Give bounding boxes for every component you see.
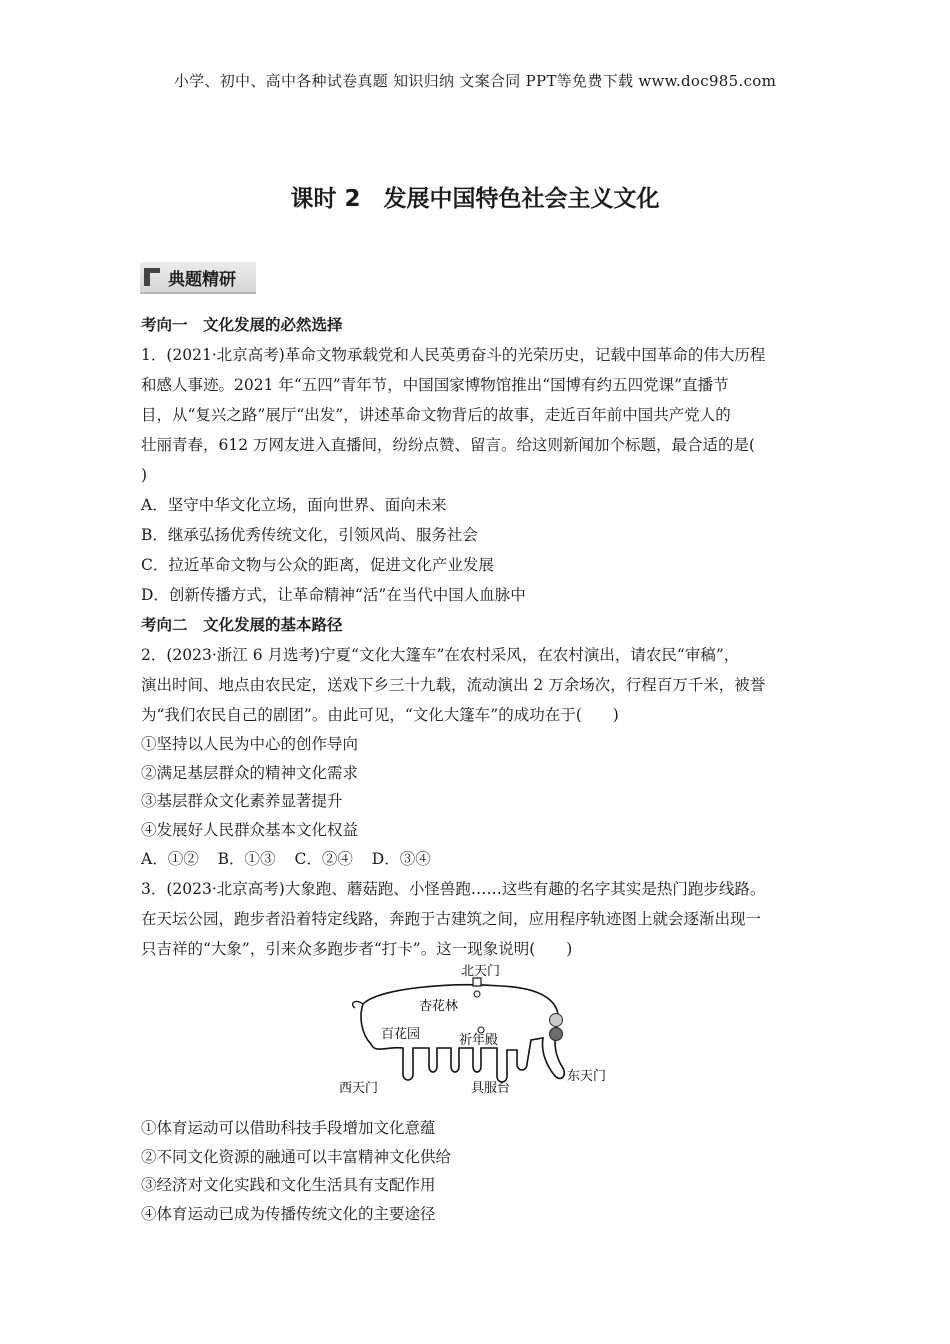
q2-statement-1: ①坚持以人民为中心的创作导向	[141, 735, 359, 753]
q2-statement-2: ②满足基层群众的精神文化需求	[141, 763, 359, 782]
q1-stem-line: 1．(2021·北京高考)革命文物承载党和人民英勇奋斗的光荣历史，记载中国革命的伟大历程	[141, 346, 766, 364]
q2-stem-line: 演出时间、地点由农民定，送戏下乡三十九载，流动演出 2 万余场次，行程百万千米，被誉	[141, 676, 766, 694]
q2-stem-line: 为“我们农民自己的剧团”。由此可见，“文化大篷车”的成功在于( )	[141, 706, 619, 724]
q3-statement-2: ②不同文化资源的融通可以丰富精神文化供给	[141, 1147, 452, 1166]
q2-statement-4: ④发展好人民群众基本文化权益	[141, 820, 359, 839]
q1-option-c: C．拉近革命文物与公众的距离，促进文化产业发展	[141, 556, 494, 574]
north-gate-marker	[473, 978, 481, 986]
section-corner-icon	[144, 267, 162, 287]
topic-heading-2: 考向二 文化发展的基本路径	[141, 616, 343, 634]
q2-choice-d: D．③④	[371, 850, 431, 868]
q2-stem-line: 2．(2023·浙江 6 月选考)宁夏“文化大篷车”在农村采风，在农村演出，请农民“审稿”，	[141, 646, 740, 664]
map-label-hundred-flowers: 百花园	[381, 1027, 421, 1042]
q2-choice-a: A．①②	[141, 850, 199, 868]
start-point-marker	[550, 1014, 563, 1027]
question-content	[141, 310, 821, 1228]
q1-option-a: A．坚守中华文化立场，面向世界、面向未来	[141, 496, 447, 514]
map-label-jufutai: 具服台	[471, 1081, 511, 1096]
q3-stem-line: 在天坛公园，跑步者沿着特定线路，奔跑于古建筑之间，应用程序轨迹图上就会逐渐出现一	[141, 910, 762, 928]
q3-statement-4: ④体育运动已成为传播传统文化的主要途径	[141, 1204, 436, 1223]
q1-option-d: D．创新传播方式，让革命精神“活”在当代中国人血脉中	[141, 586, 526, 604]
section-badge-label: 典题精研	[168, 269, 236, 290]
q2-statement-3: ③基层群众文化素养显著提升	[141, 792, 343, 810]
q1-option-b: B．继承弘扬优秀传统文化，引领风尚、服务社会	[141, 526, 478, 544]
q1-stem-line: )	[141, 466, 148, 484]
q3-statement-1: ①体育运动可以借助科技手段增加文化意蕴	[141, 1119, 436, 1137]
q1-stem-line: 目，从“复兴之路”展厅“出发”，讲述革命文物背后的故事，走近百年前中国共产党人的	[141, 406, 731, 424]
q1-stem-line: 和感人事迹。2021 年“五四”青年节，中国国家博物馆推出“国博有约五四党课”直播节	[141, 376, 729, 394]
elephant-route-map	[141, 964, 821, 1114]
q3-stem-line: 3．(2023·北京高考)大象跑、蘑菇跑、小怪兽跑……这些有趣的名字其实是热门跑步线路。	[141, 880, 766, 898]
topic-heading-1: 考向一 文化发展的必然选择	[141, 316, 343, 334]
section-badge	[140, 262, 256, 294]
page-title: 课时 2 发展中国特色社会主义文化	[290, 186, 660, 212]
q2-choice-b: B．①③	[217, 850, 276, 868]
q3-statement-3: ③经济对文化实践和文化生活具有支配作用	[141, 1176, 436, 1194]
map-label-apricot-grove: 杏花林	[419, 999, 459, 1014]
map-label-north-gate: 北天门	[461, 964, 501, 979]
q2-choices	[141, 844, 821, 874]
map-label-east-gate: 东天门	[567, 1069, 607, 1084]
elephant-route-svg	[331, 964, 621, 1109]
map-label-west-gate: 西天门	[339, 1081, 379, 1096]
map-label-qiniandian: 祈年殿	[459, 1033, 499, 1048]
q1-stem-line: 壮丽青春，612 万网友进入直播间，纷纷点赞、留言。给这则新闻加个标题，最合适的是(	[141, 436, 756, 454]
q3-stem-line: 只吉祥的“大象”，引来众多跑步者“打卡”。这一现象说明( )	[141, 940, 573, 958]
site-header: 小学、初中、高中各种试卷真题 知识归纳 文案合同 PPT等免费下载 www.doc985.com	[173, 72, 777, 90]
apricot-grove-marker	[474, 991, 480, 997]
q2-choice-c: C．②④	[294, 850, 353, 868]
end-point-marker	[550, 1028, 563, 1041]
